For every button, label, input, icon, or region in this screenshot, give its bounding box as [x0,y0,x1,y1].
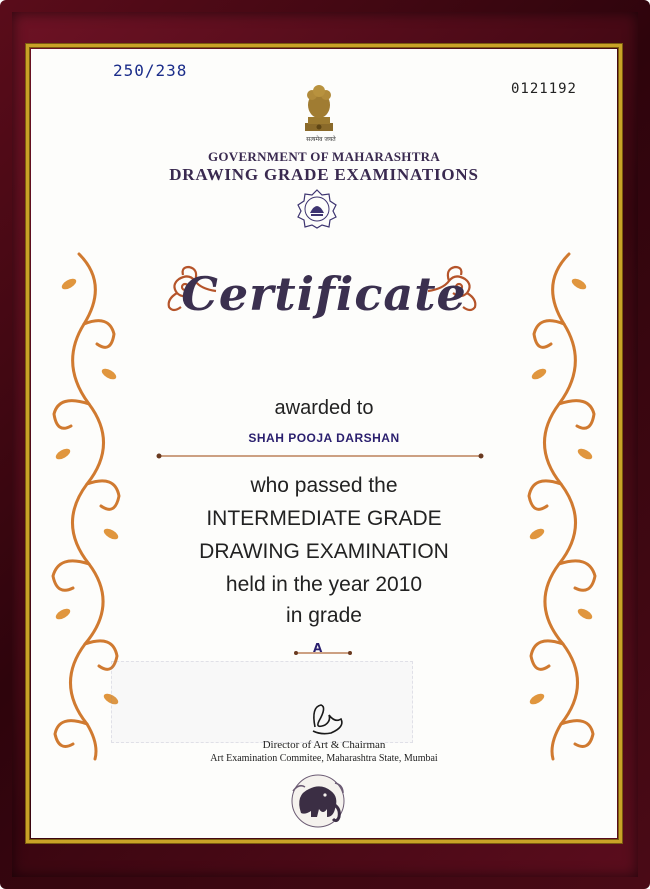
director-signature [301,697,351,737]
name-underline [155,452,485,460]
examination-heading: DRAWING GRADE EXAMINATIONS [169,165,479,184]
grade-underline [293,649,353,657]
body-line-grade-level: INTERMEDIATE GRADE [206,507,442,530]
serial-number-right: 0121192 [510,81,577,97]
serial-number-left: 250/238 [113,61,188,80]
body-line-year: held in the year 2010 [225,573,423,596]
government-heading: GOVERNMENT OF MAHARASHTRA [207,149,441,164]
elephant-logo-icon [281,773,355,829]
recipient-name: SHAH POOJA DARSHAN [248,431,400,445]
body-line-in-grade: in grade [286,604,362,627]
lion-capital-emblem-icon [301,77,337,137]
grade-value: A [313,641,323,655]
awarded-to-label: awarded to [274,397,374,419]
faded-stamp-area [111,661,413,743]
body-line-passed: who passed the [250,474,398,497]
signatory-committee: Art Examination Commitee, Maharashtra State, Mumbai [210,753,438,764]
signatory-title: Director of Art & Chairman [262,739,386,751]
emblem-motto: सत्यमेव जयते [306,136,336,143]
right-floral-vine-icon [519,244,609,764]
certificate-paper [31,49,617,838]
state-seal-icon [297,189,337,229]
body-line-examination: DRAWING EXAMINATION [199,540,449,563]
certificate-title: Certificate [181,267,467,321]
